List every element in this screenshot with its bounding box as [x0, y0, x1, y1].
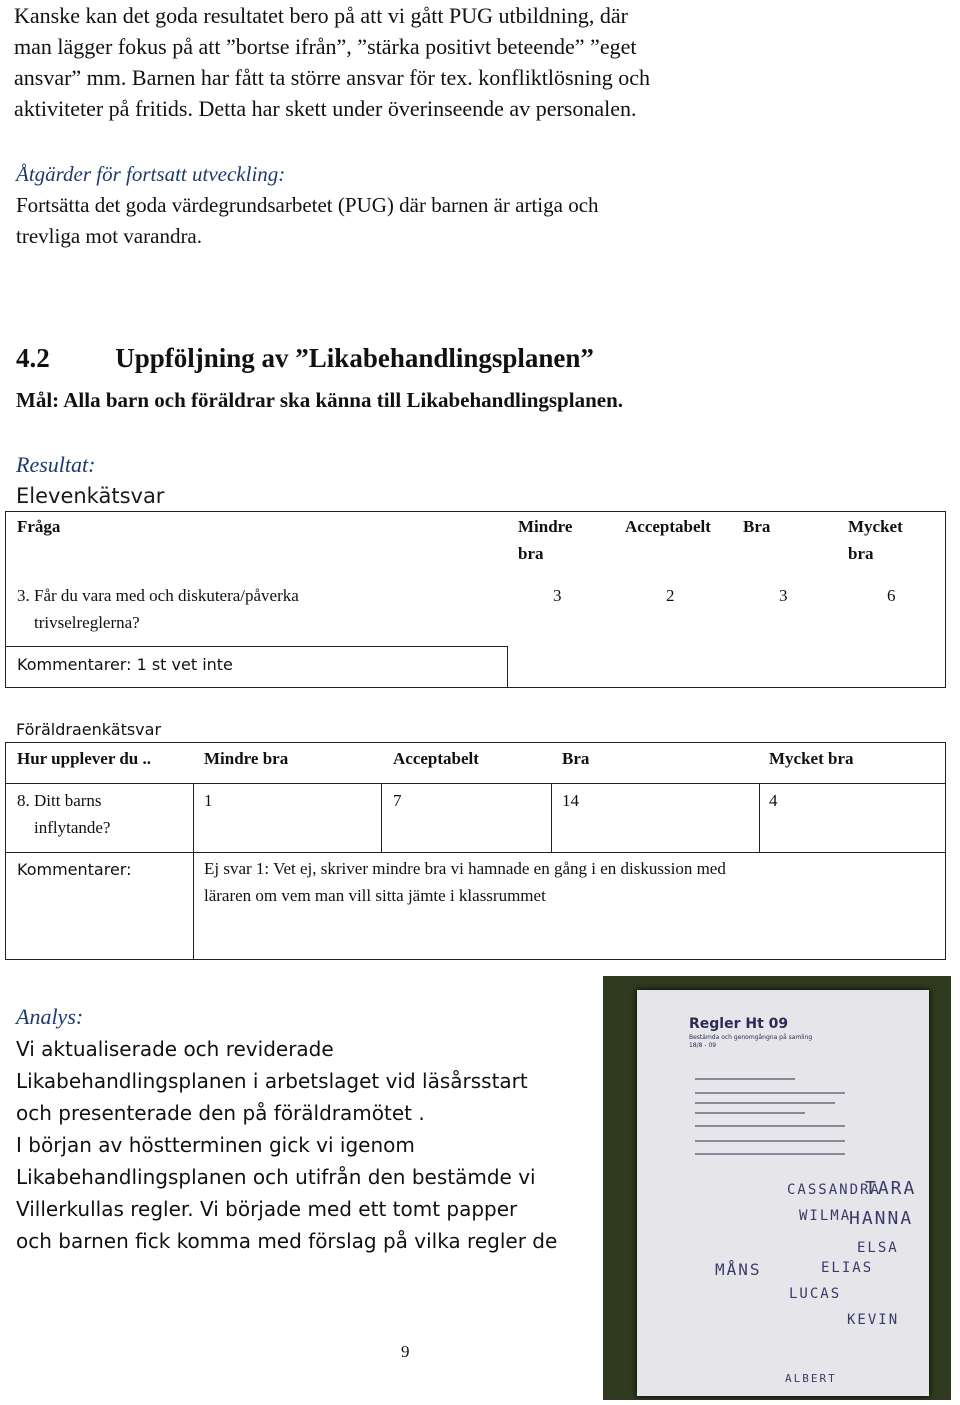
header-text: Mindre [518, 517, 573, 536]
table-header-less-good [518, 513, 572, 567]
value-good: 3 [779, 586, 788, 605]
parent-value-acceptable: 7 [393, 791, 402, 810]
parent-survey-table [5, 742, 946, 960]
rule-line [695, 1112, 805, 1114]
analysis-line: Vi aktualiserade och reviderade [16, 1037, 334, 1061]
rule-line [695, 1153, 845, 1155]
actions-line: Fortsätta det goda värdegrundsarbetet (PUG) där barnen är artiga och [16, 193, 599, 217]
rule-line [695, 1102, 835, 1104]
page-number: 9 [401, 1342, 410, 1361]
result-heading: Resultat: [16, 452, 96, 477]
analysis-line: I början av höstterminen gick vi igenom [16, 1133, 415, 1157]
section-number: 4.2 [16, 343, 50, 373]
parent-comment-label: Kommentarer: [17, 860, 132, 879]
student-comment: Kommentarer: 1 st vet inte [17, 655, 233, 674]
parent-comment [204, 855, 726, 909]
actions-block [16, 159, 599, 252]
result-subheading: Elevenkätsvar [16, 484, 165, 508]
comment-text: läraren om vem man vill sitta jämte i klassrummet [204, 886, 546, 905]
parent-survey-heading: Föräldraenkätsvar [16, 720, 162, 739]
signature-name: CASSANDRA [787, 1182, 881, 1198]
parent-value-very-good: 4 [769, 791, 778, 810]
table-header-acceptable: Acceptabelt [625, 517, 711, 536]
intro-line: Kanske kan det goda resultatet bero på att vi gått PUG utbildning, där [14, 3, 629, 28]
signature-name: TARA [865, 1178, 917, 1199]
row-text: 3. Får du vara med och diskutera/påverka [17, 586, 299, 605]
rules-sheet-photo [603, 976, 951, 1400]
section-title: Uppföljning av ”Likabehandlingsplanen” [115, 343, 594, 373]
rule-line [695, 1140, 845, 1142]
row-text: 8. Ditt barns [17, 791, 102, 810]
paper-sheet [637, 990, 929, 1396]
value-less-good: 3 [553, 586, 562, 605]
photo-title: Regler Ht 09 [689, 1016, 789, 1032]
signature-name: MÅNS [715, 1260, 762, 1279]
analysis-block [16, 1001, 596, 1257]
comment-text: Ej svar 1: Vet ej, skriver mindre bra vi hamnade en gång i en diskussion med [204, 859, 726, 878]
analysis-line: och barnen fick komma med förslag på vilka regler de [16, 1229, 558, 1253]
row-text: trivselreglerna? [34, 613, 140, 632]
row-text: inflytande? [34, 818, 111, 837]
parent-value-less-good: 1 [204, 791, 213, 810]
signature-name: WILMA [799, 1208, 852, 1224]
parent-row-question [17, 787, 110, 841]
student-survey-table [5, 511, 946, 688]
intro-line: man lägger fokus på att ”bortse ifrån”, ”stärka positivt beteende” ”eget [14, 34, 637, 59]
table-header-very-good [848, 513, 903, 567]
intro-line: ansvar” mm. Barnen har fått ta större ansvar för tex. konfliktlösning och [14, 65, 650, 90]
signature-name: HANNA [849, 1208, 914, 1229]
parent-header-acceptable: Acceptabelt [393, 749, 479, 768]
rule-line [695, 1078, 795, 1080]
table-header-question: Fråga [17, 517, 61, 536]
table-header-good: Bra [743, 517, 771, 536]
analysis-line: Likabehandlingsplanen och utifrån den bestämde vi [16, 1165, 536, 1189]
header-text: bra [518, 544, 544, 563]
analysis-line: Villerkullas regler. Vi började med ett tomt papper [16, 1197, 518, 1221]
parent-value-good: 14 [562, 791, 579, 810]
value-very-good: 6 [887, 586, 896, 605]
header-text: bra [848, 544, 874, 563]
parent-header-very-good: Mycket bra [769, 749, 854, 768]
parent-header-question: Hur upplever du .. [17, 749, 151, 768]
signature-name: LUCAS [789, 1286, 842, 1302]
analysis-line: Likabehandlingsplanen i arbetslaget vid läsårsstart [16, 1069, 528, 1093]
value-acceptable: 2 [666, 586, 675, 605]
header-text: Mycket [848, 517, 903, 536]
parent-header-less-good: Mindre bra [204, 749, 289, 768]
signature-name: ALBERT [785, 1372, 837, 1385]
signature-name: ELIAS [821, 1260, 874, 1276]
photo-date: 18/8 - 09 [689, 1042, 717, 1049]
actions-line: trevliga mot varandra. [16, 224, 203, 248]
parent-header-good: Bra [562, 749, 590, 768]
section-heading [16, 340, 594, 376]
signature-name: ELSA [857, 1240, 899, 1256]
rule-line [695, 1125, 845, 1127]
analysis-line: och presenterade den på föräldramötet . [16, 1101, 425, 1125]
table-row-question [17, 582, 299, 636]
analysis-heading: Analys: [16, 1004, 84, 1029]
rule-line [695, 1092, 845, 1094]
actions-heading: Åtgärder för fortsatt utveckling: [16, 162, 286, 186]
photo-subtitle: Bestämda och genomgångna på samling [689, 1034, 813, 1041]
intro-line: aktiviteter på fritids. Detta har skett under överinseende av personalen. [14, 96, 637, 121]
intro-paragraph [14, 0, 650, 124]
section-goal: Mål: Alla barn och föräldrar ska känna till Likabehandlingsplanen. [16, 388, 624, 412]
signature-name: KEVIN [847, 1312, 900, 1328]
